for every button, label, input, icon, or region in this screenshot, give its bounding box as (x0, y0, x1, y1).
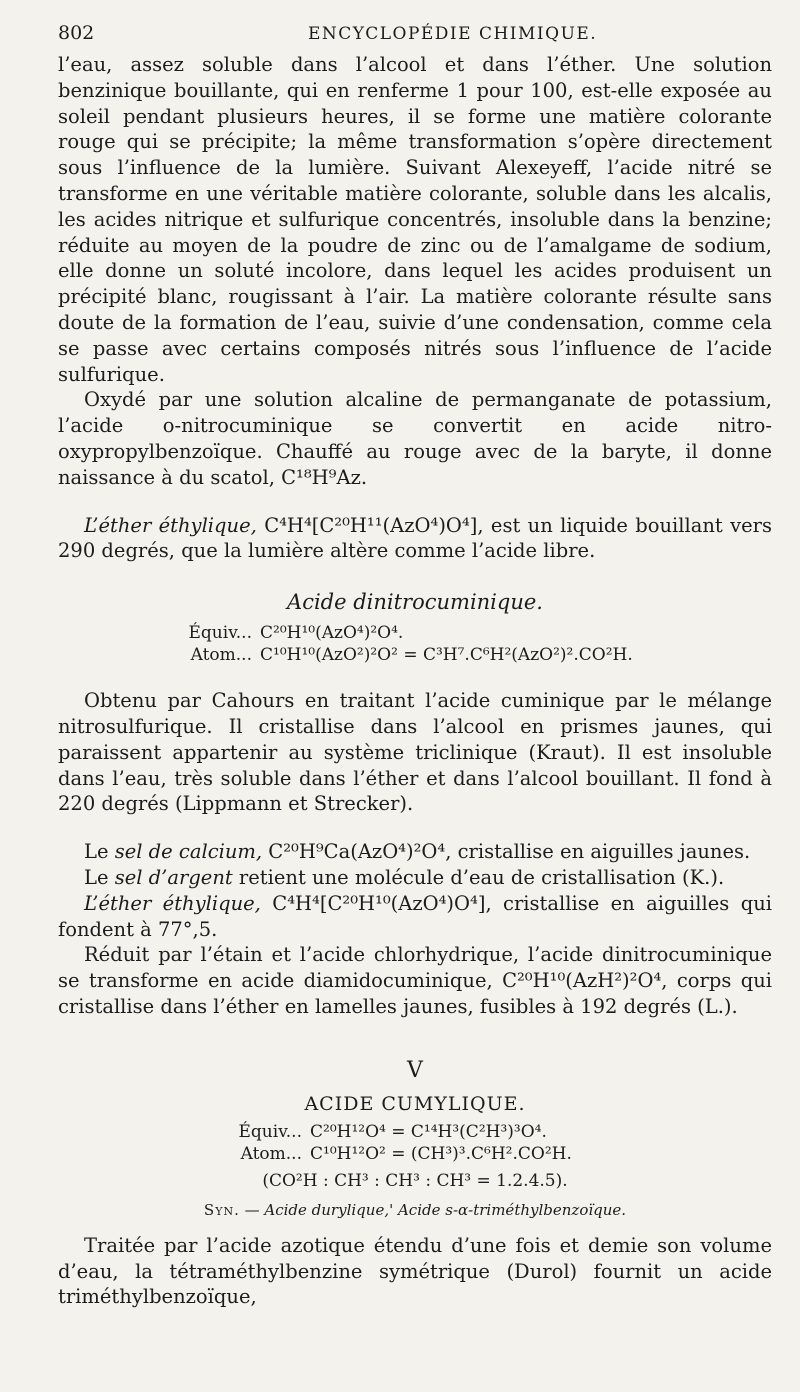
paragraph-text: C²⁰H⁹Ca(AzO⁴)²O⁴, cristallise en aiguilles jaunes. (262, 840, 751, 864)
synonyms-label: Syn. (203, 1200, 240, 1219)
paragraph: Réduit par l’étain et l’acide chlorhydrique, l’acide dinitrocuminique se transforme en acide diamidocuminique, C²⁰H¹⁰(AzH²)²O⁴, corps qui cristallise dans l’éther en lamelles jaunes, fusibles à 192 degrés (L.). (58, 943, 772, 1018)
paragraph: Obtenu par Cahours en traitant l’acide cuminique par le mélange nitrosulfurique. Il cristallise dans l’alcool en prismes jaunes, qui paraissent appartenir au système triclinique (Kraut). Il est insoluble dans l’eau, très soluble dans l’éther et dans l’alcool bouillant. Il fond à 220 degrés (Lippmann et Strecker). (58, 689, 772, 816)
compound-name: L’éther éthylique, (84, 891, 261, 915)
formula-block (218, 1121, 772, 1165)
paragraph (58, 891, 772, 943)
compound-name: L’éther éthylique, (84, 513, 257, 537)
section-heading: Acide dinitrocuminique. (287, 590, 543, 615)
compound-name: sel d’argent (114, 865, 233, 889)
page-header (58, 22, 772, 52)
paragraph: l’eau, assez soluble dans l’alcool et dans l’éther. Une solution benzinique bouillante, qui en renferme 1 pour 100, est-elle exposée au soleil pendant plusieurs heures, il se forme une matière colorante rouge qui se précipite; la même transformation s’opère directement sous l’influence de la lumière. Suivant Alexeyeff, l’acide nitré se transforme en une véritable matière colorante, soluble dans les alcalis, les acides nitrique et sulfurique concentrés, insoluble dans la benzine; réduite au moyen de la poudre de zinc ou de l’amalgame de sodium, elle donne un soluté incolore, dans lequel les acides produisent un précipité blanc, rougissant à l’air. La matière colorante résulte sans doute de la formation de l’eau, suivie d’une condensation, comme cela se passe avec certains composés nitrés sous l’influence de l’acide sulfurique. (58, 53, 772, 386)
paragraph-text: retient une molécule d’eau de cristallisation (K.). (232, 865, 725, 889)
synonyms-line (58, 1201, 772, 1219)
chemical-formula: C¹⁰H¹²O² = (CH³)³.C⁶H².CO²H. (310, 1143, 572, 1164)
running-title: ENCYCLOPÉDIE CHIMIQUE. (308, 24, 598, 44)
paragraph-text: est un liquide bouillant vers 290 degrés, que la lumière altère comme l’acide libre. (58, 513, 772, 563)
section-number: V (407, 1057, 423, 1083)
paragraph-text: Oxydé par une solution alcaline de permanganate de potassium, l’acide o-nitrocuminique se convertit en acide nitro-oxypropylbenzoïque. Chauffé au rouge avec de la baryte, il donne naissance à du scatol, (58, 388, 772, 489)
chemical-formula: C⁴H⁴[C²⁰H¹¹(AzO⁴)O⁴], (256, 513, 484, 537)
section-title: ACIDE CUMYLIQUE. (304, 1092, 526, 1115)
page-number: 802 (58, 22, 95, 44)
chemical-formula: C²⁰H¹²O⁴ = C¹⁴H³(C²H³)³O⁴. (310, 1121, 547, 1142)
chemical-formula: C¹⁰H¹⁰(AzO²)²O² = C³H⁷.C⁶H²(AzO²)².CO²H. (260, 645, 633, 666)
paragraph: Traitée par l’acide azotique étendu d’une fois et demie son volume d’eau, la tétraméthylbenzine symétrique (Durol) fournit un acide triméthylbenzoïque, (58, 1233, 772, 1309)
paragraph-text: Le (84, 840, 115, 864)
paragraph (58, 513, 772, 565)
paragraph (58, 865, 772, 891)
compound-name: sel de calcium, (114, 840, 263, 864)
formula-label: Équiv... (238, 1121, 302, 1142)
paragraph-text: Le (84, 865, 115, 889)
formula-block (168, 622, 772, 666)
chemical-formula: C¹⁸H⁹Az. (281, 465, 368, 489)
paragraph (58, 387, 772, 490)
formula-label: Équiv... (188, 623, 252, 644)
position-formula: (CO²H : CH³ : CH³ : CH³ = 1.2.4.5). (262, 1170, 568, 1191)
formula-label: Atom... (240, 1143, 302, 1164)
paragraph (58, 839, 772, 865)
paragraph-text: C⁴H⁴[C²⁰H¹⁰(AzO⁴)O⁴], cristallise en aiguilles qui fondent à 77°,5. (58, 891, 772, 941)
chemical-formula: C²⁰H¹⁰(AzO⁴)²O⁴. (260, 623, 404, 644)
formula-label: Atom... (190, 645, 252, 666)
synonyms-text: — Acide durylique,' Acide s-α-triméthylbenzoïque. (239, 1200, 627, 1219)
